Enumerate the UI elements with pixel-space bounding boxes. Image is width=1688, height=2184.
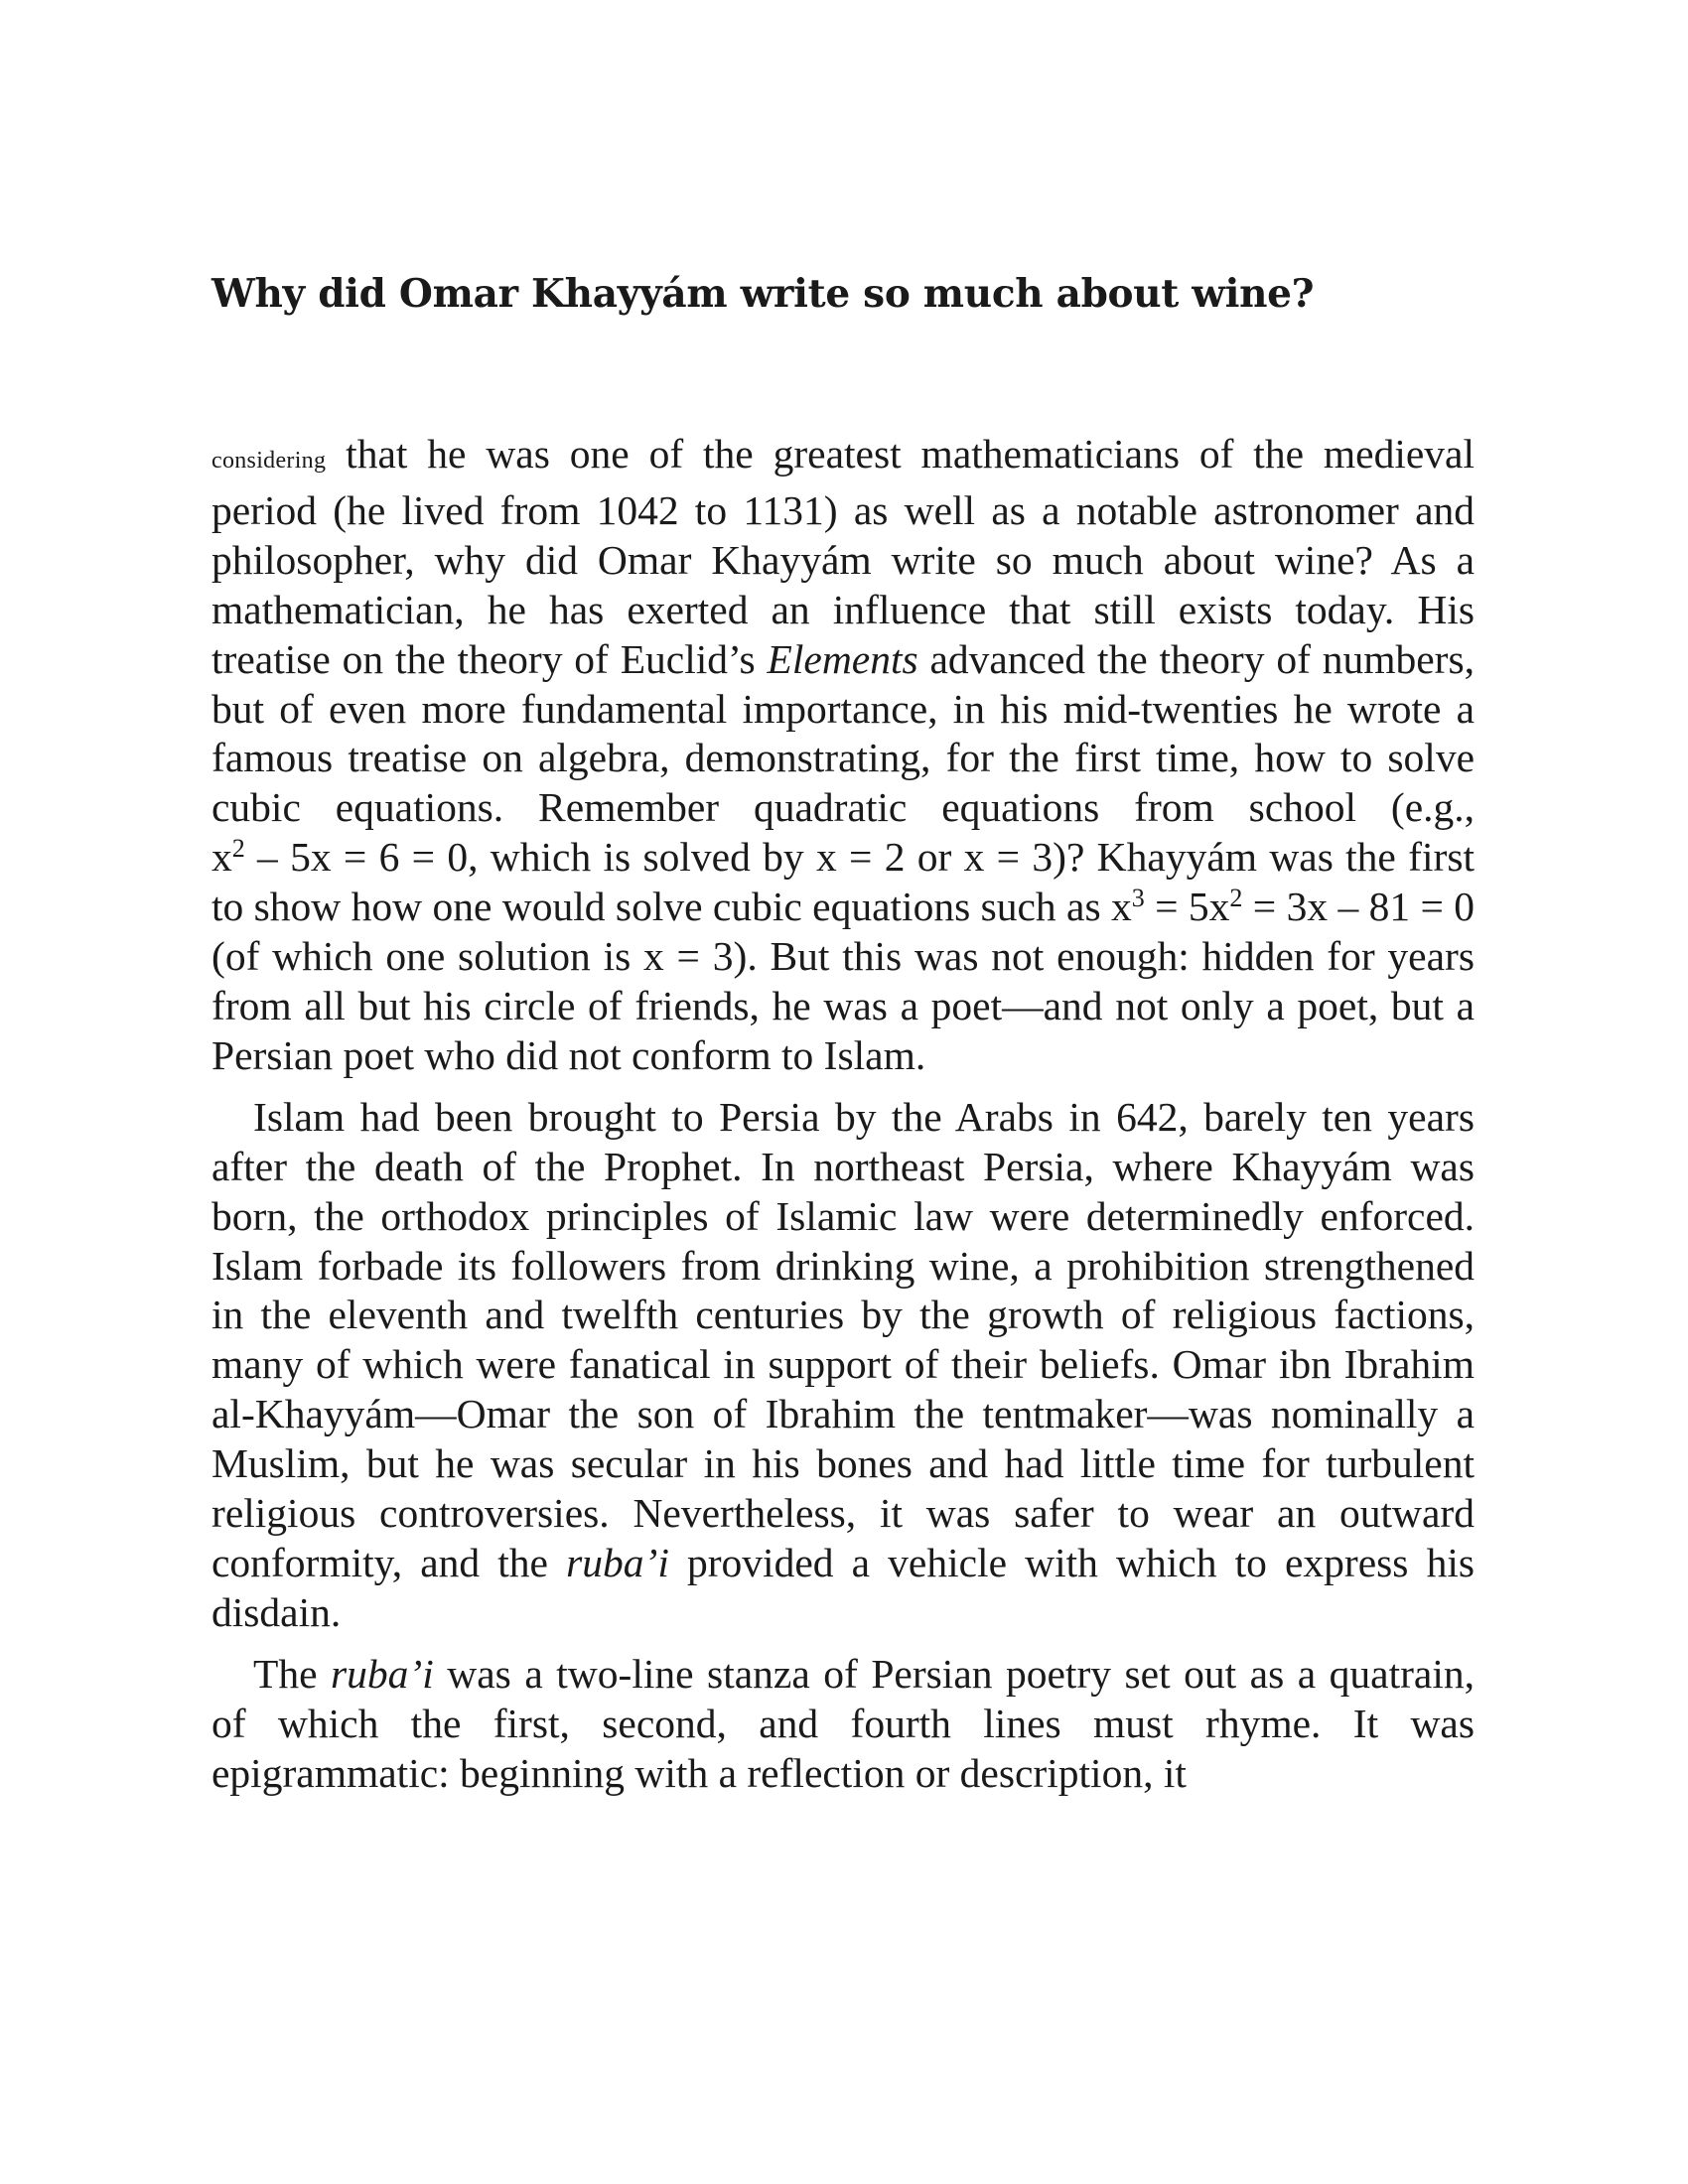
paragraph-3 — [211, 1650, 1475, 1799]
equation-variable: x — [211, 834, 232, 881]
equation-exponent: 2 — [1229, 884, 1243, 913]
quadratic-equation — [211, 834, 468, 880]
term-rubai: ruba’i — [566, 1539, 669, 1585]
equation-terms: = 3x – 81 = 0 — [1242, 884, 1476, 930]
paragraph-1-text-b: advanced the theory of numbers, but of even more fundamental importance, in his mid-twenties he wrote a famous treatise on algebra, demonstrating, for the first time, how to solve cubic equations. Remember quadratic equations from school (e.g., — [211, 635, 1476, 831]
equation-terms: = 5x — [1144, 884, 1230, 930]
paragraph-2 — [211, 1093, 1475, 1638]
equation-variable: x — [1111, 884, 1132, 930]
cubic-equation — [1111, 884, 1475, 929]
paragraph-1-text-c: , which is solved by x = 2 or x = 3)? Khayyám was the first to show how one would solve cubic equations such as — [211, 834, 1476, 930]
paragraph-3-text-a: The — [253, 1650, 332, 1697]
body-text — [211, 430, 1475, 1798]
equation-exponent: 3 — [1131, 884, 1145, 913]
paragraph-1-text-d: (of which one solution is x = 3). But this was not enough: hidden for years from all but his circle of friends, he was a poet—and not only a poet, but a Persian poet who did not conform to Islam. — [211, 933, 1475, 1078]
section-heading: Why did Omar Khayyám write so much about wine? — [211, 271, 1315, 317]
paragraph-2-text-a: Islam had been brought to Persia by the Arabs in 642, barely ten years after the death of the Prophet. In northeast Persia, where Khayyám was born, the orthodox principles of Islamic law were determinedly enforced. Islam forbade its followers from drinking wine, a prohibition strengthened in the eleventh and twelfth centuries by the growth of religious factions, many of which were fanatical in support of their beliefs. Omar ibn Ibrahim al-Khayyám—Omar the son of Ibrahim the tentmaker—was nominally a Muslim, but he was secular in his bones and had little time for turbulent religious controversies. Nevertheless, it was safer to wear an outward conformity, and the — [211, 1093, 1475, 1585]
term-rubai: ruba’i — [331, 1650, 434, 1697]
book-title-elements: Elements — [767, 635, 918, 682]
paragraph-2-text-b: provided a vehicle with which to express his disdain. — [211, 1539, 1475, 1635]
lead-word: considering — [211, 448, 327, 474]
paragraph-1 — [211, 430, 1475, 1081]
paragraph-1-text-a: that he was one of the greatest mathematicians of the medieval period (he lived from 1042 to 1131) as well as a notable astronomer and philosopher, why did Omar Khayyám write so much about wine? As a mathematician, he has exerted an influence that still exists today. His treatise on the theory of Euclid’s — [211, 431, 1475, 682]
equation-exponent: 2 — [231, 834, 245, 864]
equation-terms: – 5x = 6 = 0 — [244, 834, 469, 881]
paragraph-3-text-b: was a two-line stanza of Persian poetry set out as a quatrain, of which the first, second, and fourth lines must rhyme. It was epigrammatic: beginning with a reflection or description, it — [211, 1650, 1475, 1796]
